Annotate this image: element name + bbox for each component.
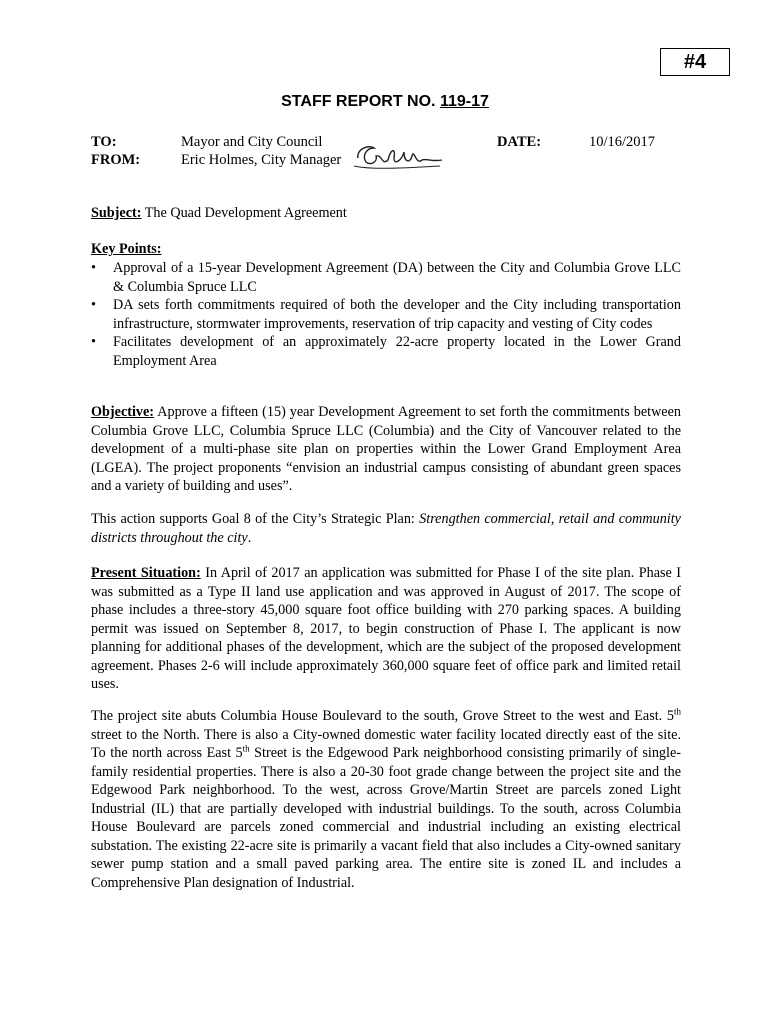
site-sup-2: th [242, 743, 250, 754]
objective-paragraph [91, 403, 681, 496]
list-item [91, 259, 681, 296]
from-label: FROM: [91, 152, 141, 168]
report-title [0, 93, 770, 111]
site-sup-1: th [673, 706, 681, 717]
signature-image [352, 136, 444, 174]
key-points-list [91, 259, 681, 370]
subject-text: The Quad Development Agreement [141, 205, 347, 221]
goal-paragraph [91, 510, 681, 547]
present-situation-paragraph [91, 564, 681, 694]
site-text-1: The project site abuts Columbia House Boulevard to the south, Grove Street to the west and East. 5 [91, 708, 674, 724]
to-value: Mayor and City Council [181, 134, 323, 150]
from-value: Eric Holmes, City Manager [181, 152, 342, 168]
objective-label: Objective: [91, 404, 155, 420]
subject-line [91, 204, 681, 223]
bullet-icon: • [91, 297, 96, 313]
goal-text: This action supports Goal 8 of the City’s Strategic Plan: [91, 511, 420, 527]
present-situation-text: In April of 2017 an application was submitted for Phase I of the site plan. Phase I was submitted as a Type II land use application and was approved in August of 2017. The scope of phase includes a three-story 45,000 square foot office building with 270 parking spaces. A building permit was issued on September 8, 2017, to begin construction of Phase I. The applicant is now planning for additional phases of the development, which are the subject of the proposed development agreement. Phases 2-6 will include approximately 360,000 square feet of office park and limited retail uses. [91, 565, 681, 692]
goal-italic: Strengthen commercial, retail and community districts throughout the city [91, 511, 681, 546]
key-points-heading [91, 240, 681, 259]
list-item [91, 333, 681, 370]
site-paragraph [91, 707, 681, 892]
site-text-3: Street is the Edgewood Park neighborhood consisting primarily of single-family residential properties. There is also a 20-30 foot grade change between the project site and the Edgewood Park neighborhood. To the west, across Grove/Martin Street are parcels zoned Light Industrial (IL) that are partially developed with industrial buildings. To the south, across Columbia House Boulevard are parcels zoned commercial and industrial including an existing electrical substation. The existing 22-acre site is primarily a vacant field that also includes a City-owned sanitary sewer pump station and a small paved parking area. The entire site is zoned IL and includes a Comprehensive Plan designation of Industrial. [91, 745, 681, 891]
to-label: TO: [91, 134, 117, 150]
list-item [91, 296, 681, 333]
key-point-text: Facilitates development of an approximately 22-acre property located in the Lower Grand Employment Area [113, 334, 681, 369]
bullet-icon: • [91, 334, 96, 350]
subject-label: Subject: [91, 205, 142, 221]
site-text-2: street to the North. There is also a City-owned domestic water facility located directly east of the site. To the north across East 5 [91, 726, 681, 761]
objective-text: Approve a fifteen (15) year Development Agreement to set forth the commitments between Columbia Grove LLC, Columbia Spruce LLC (Columbia) and the City of Vancouver related to the development of a multi-phase site plan on properties within the Lower Grand Employment Area (LGEA). The project proponents “envision an industrial campus consisting of abundant green spaces and a variety of building and uses”. [91, 404, 681, 494]
goal-end: . [247, 529, 252, 546]
report-number: 119-17 [439, 93, 489, 110]
key-point-text: Approval of a 15-year Development Agreement (DA) between the City and Columbia Grove LLC & Columbia Spruce LLC [113, 260, 681, 295]
present-situation-label: Present Situation: [91, 565, 201, 581]
title-prefix: STAFF REPORT NO. [281, 93, 440, 110]
date-label: DATE: [497, 134, 542, 150]
key-points-label: Key Points: [91, 241, 162, 257]
bullet-icon: • [91, 260, 96, 276]
date-value: 10/16/2017 [589, 134, 656, 150]
agenda-item-badge: #4 [660, 48, 730, 76]
key-point-text: DA sets forth commitments required of both the developer and the City including transportation infrastructure, stormwater improvements, reservation of trip capacity and vesting of City codes [113, 297, 681, 332]
